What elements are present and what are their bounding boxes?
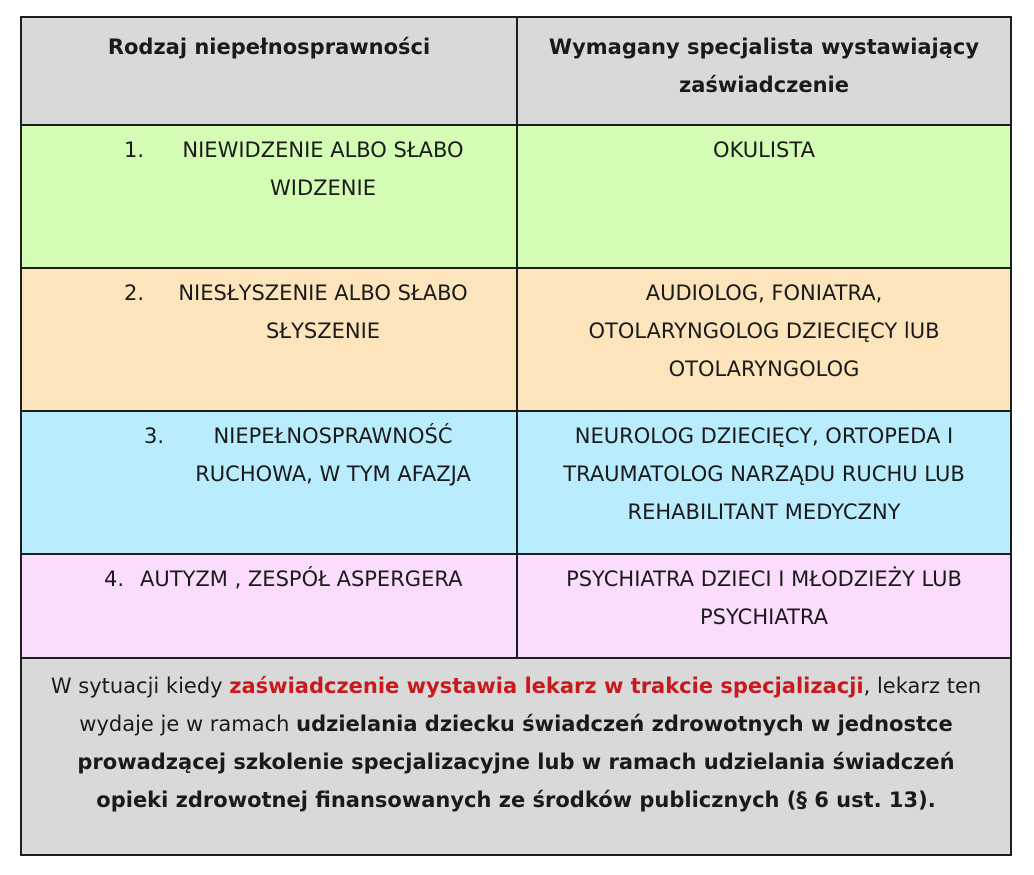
note-intro: W sytuacji kiedy [50, 674, 230, 698]
specialist-line1: NEUROLOG DZIECIĘCY, ORTOPEDA I [574, 424, 954, 448]
specialist-cell [518, 555, 1010, 657]
note-bold-text: udzielania dziecku świadczeń zdrowotnych w jednostce prowadzącej szkolenie specjalizacyjne lub w ramach udzielania świadczeń opieki zdrowotnej finansowanych ze środków publicznych (§ 6 ust. 13). [77, 712, 955, 812]
disability-type-line2: WIDZENIE [270, 176, 376, 200]
item-number: 2. [124, 281, 145, 305]
specialist-line1: OKULISTA [713, 138, 815, 162]
note-highlight-red: zaświadczenie wystawia lekarz w trakcie specjalizacji [229, 674, 864, 698]
item-number: 1. [124, 138, 145, 162]
specialist-line3: OTOLARYNGOLOG [668, 357, 860, 381]
disability-type-cell [22, 555, 518, 657]
specialist-line2: TRAUMATOLOG NARZĄDU RUCHU LUB [563, 462, 965, 486]
header-required-specialist [518, 18, 1010, 124]
disability-type-line1: NIEWIDZENIE ALBO SŁABO [182, 138, 464, 162]
specialist-line2: PSYCHIATRA [700, 605, 828, 629]
specialist-line3: REHABILITANT MEDYCZNY [627, 500, 901, 524]
item-number: 3. [144, 424, 165, 448]
specialist-cell [518, 412, 1010, 553]
disability-type-line2: SŁYSZENIE [265, 319, 381, 343]
note-middle: , lekarz ten wydaje je w ramach [79, 674, 982, 736]
item-number: 4. [104, 567, 125, 591]
disability-type-cell [22, 269, 518, 410]
specialist-line2: OTOLARYNGOLOG DZIECIĘCY lUB [588, 319, 940, 343]
specialization-note [22, 659, 1010, 854]
header-col2-line2: zaświadczenie [679, 73, 849, 97]
table-row [22, 269, 1010, 412]
header-col2-line1: Wymagany specjalista wystawiający [548, 35, 980, 59]
header-disability-type [22, 18, 518, 124]
disability-type-line1: AUTYZM , ZESPÓŁ ASPERGERA [140, 567, 463, 591]
specialist-cell [518, 269, 1010, 410]
header-col1-text: Rodzaj niepełnosprawności [107, 35, 431, 59]
specialist-line1: AUDIOLOG, FONIATRA, [645, 281, 883, 305]
specialist-cell [518, 126, 1010, 267]
disability-type-cell [22, 126, 518, 267]
table-header-row [22, 18, 1010, 126]
disability-type-line1: NIEPEŁNOSPRAWNOŚĆ [213, 424, 453, 448]
table-row [22, 412, 1010, 555]
disability-type-line1: NIESŁYSZENIE ALBO SŁABO [178, 281, 468, 305]
specialist-line1: PSYCHIATRA DZIECI I MŁODZIEŻY LUB [566, 567, 962, 591]
table-row [22, 555, 1010, 659]
disability-type-line2: RUCHOWA, W TYM AFAZJA [195, 462, 471, 486]
table-row [22, 126, 1010, 269]
disability-type-cell [22, 412, 518, 553]
disability-certificate-table [20, 16, 1012, 856]
